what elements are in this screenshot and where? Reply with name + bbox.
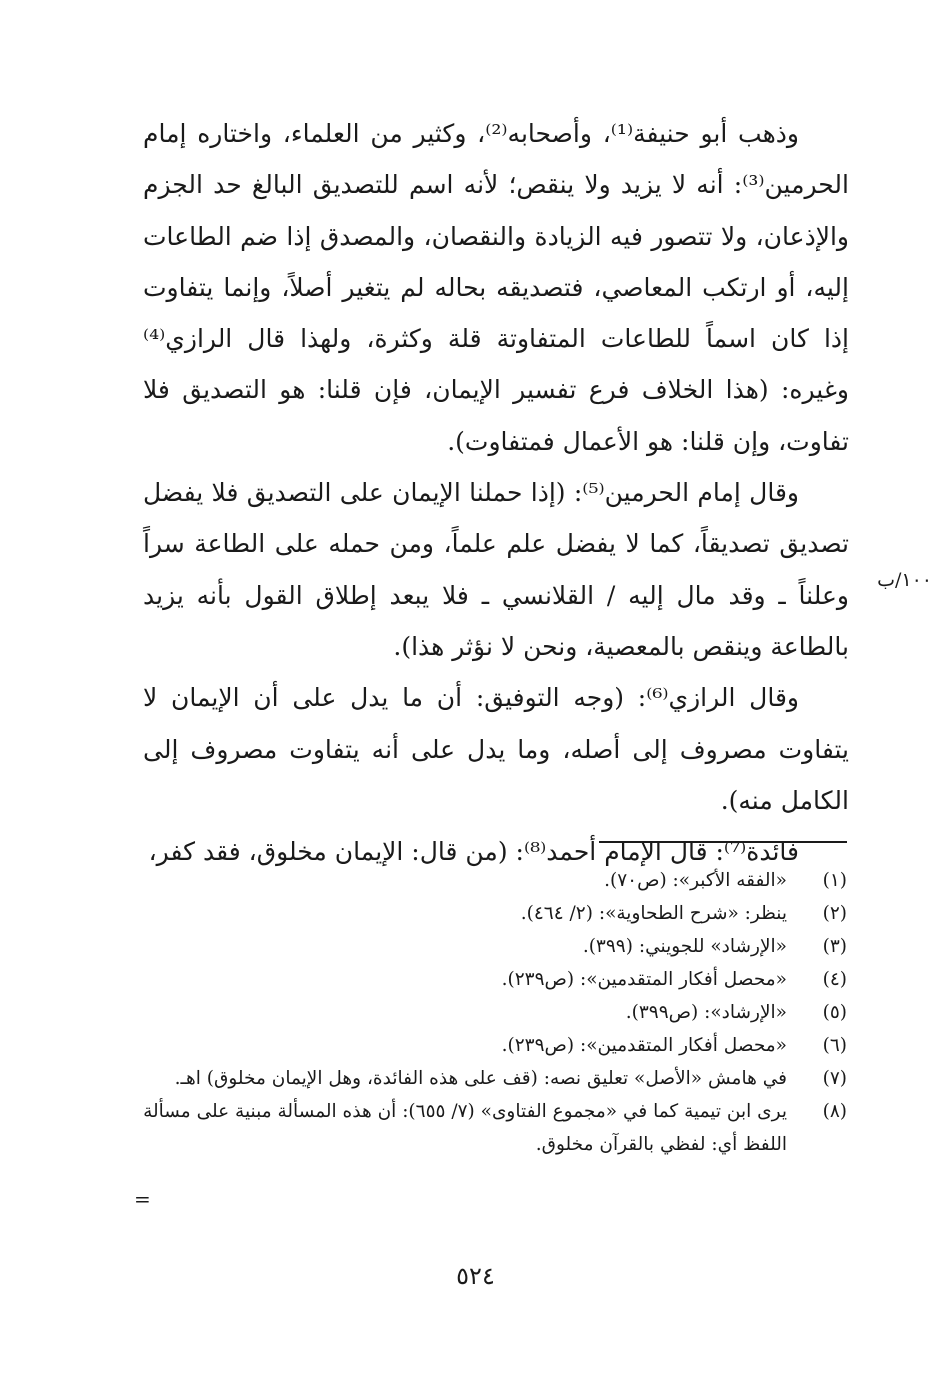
footnote-item bbox=[133, 963, 847, 996]
footnote-item bbox=[133, 930, 847, 963]
footnote-item bbox=[133, 1095, 847, 1161]
main-text bbox=[143, 108, 849, 877]
paragraph-3: وقال الرازي⁽⁶⁾: (وجه التوفيق: أن ما يدل على أن الإيمان لا يتفاوت مصروف إلى أصله، وما يدل على أنه يتفاوت مصروف إلى الكامل منه). bbox=[143, 683, 849, 815]
page-number: ٥٢٤ bbox=[456, 1262, 495, 1290]
paragraph-4: فائدة⁽⁷⁾: قال الإمام أحمد⁽⁸⁾: (من قال: الإيمان مخلوق، فقد كفر، bbox=[148, 837, 799, 867]
footnote-number: (٤) bbox=[822, 969, 847, 990]
footnote-number: (٢) bbox=[822, 903, 847, 924]
footnote-number: (٨) bbox=[822, 1101, 847, 1122]
footnote-text: «محصل أفكار المتقدمين»: (ص٢٣٩). bbox=[501, 969, 787, 990]
manuscript-folio-marker: ١٠٠/ب bbox=[877, 569, 932, 591]
footnote-number: (٦) bbox=[822, 1035, 847, 1056]
footnote-text: يرى ابن تيمية كما في «مجموع الفتاوى» (٧/ ٦٥٥): أن هذه المسألة مبنية على مسألة اللفظ أي: لفظي بالقرآن مخلوق. bbox=[143, 1101, 787, 1155]
footnote-number: (١) bbox=[822, 870, 847, 891]
footnote-number: (٣) bbox=[822, 936, 847, 957]
footnote-text: «الإرشاد» للجويني: (٣٩٩). bbox=[582, 936, 787, 957]
footnote-item bbox=[133, 1062, 847, 1095]
footnote-text: «الإرشاد»: (ص٣٩٩). bbox=[625, 1002, 787, 1023]
footnote-text: في هامش «الأصل» تعليق نصه: (قف على هذه الفائدة، وهل الإيمان مخلوق) اهـ. bbox=[174, 1068, 787, 1089]
footnote-item bbox=[133, 996, 847, 1029]
footnote-text: ينظر: «شرح الطحاوية»: (٢/ ٤٦٤). bbox=[520, 903, 787, 924]
footnote-text: «الفقه الأكبر»: (ص٧٠). bbox=[604, 870, 787, 891]
footnote-continuation-mark: = bbox=[134, 1187, 151, 1211]
footnote-divider bbox=[599, 841, 847, 843]
footnote-item bbox=[133, 897, 847, 930]
paragraph-1: وذهب أبو حنيفة⁽¹⁾، وأصحابه⁽²⁾، وكثير من العلماء، واختاره إمام الحرمين⁽³⁾: أنه لا يزيد ولا ينقص؛ لأنه اسم للتصديق البالغ حد الجزم والإذعان، ولا تتصور فيه الزيادة والنقصان، والمصدق إذا ضم الطاعات إليه، أو ارتكب المعاصي، فتصديقه بحاله لم يتغير أصلاً، وإنما يتفاوت إذا كان اسماً للطاعات المتفاوتة قلة وكثرة، ولهذا قال الرازي⁽⁴⁾ وغيره: (هذا الخلاف فرع تفسير الإيمان، فإن قلنا: هو التصديق فلا تفاوت، وإن قلنا: هو الأعمال فمتفاوت). bbox=[143, 119, 849, 456]
footnotes bbox=[133, 864, 847, 1161]
footnote-item bbox=[133, 864, 847, 897]
footnote-item bbox=[133, 1029, 847, 1062]
footnote-number: (٧) bbox=[822, 1068, 847, 1089]
paragraph-2: وقال إمام الحرمين⁽⁵⁾: (إذا حملنا الإيمان على التصديق فلا يفضل تصديق تصديقاً، كما لا يفضل علم علماً، ومن حمله على الطاعة سراً وعلناً ـ وقد مال إليه / القلانسي ـ فلا يبعد إطلاق القول بأنه يزيد بالطاعة وينقص بالمعصية، ونحن لا نؤثر هذا). bbox=[143, 478, 849, 661]
footnote-number: (٥) bbox=[822, 1002, 847, 1023]
footnote-text: «محصل أفكار المتقدمين»: (ص٢٣٩). bbox=[501, 1035, 787, 1056]
